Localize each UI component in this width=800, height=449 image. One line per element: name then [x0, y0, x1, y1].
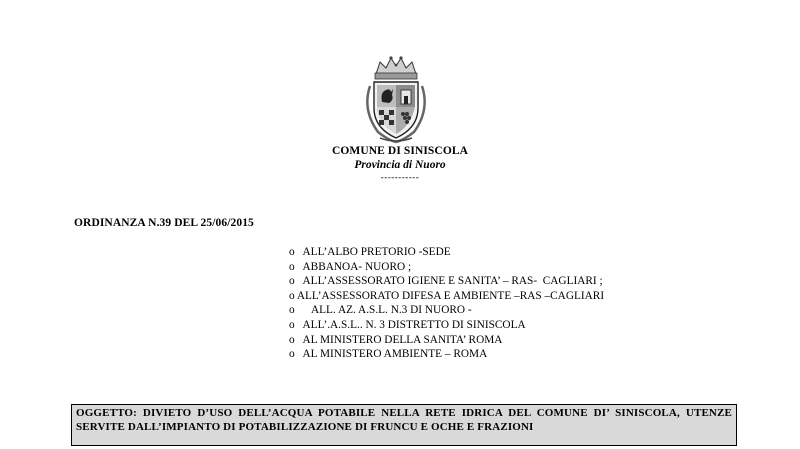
document-header	[250, 144, 550, 182]
recipient-item	[289, 347, 604, 362]
recipient-label: ALL’ASSESSORATO IGIENE E SANITA’ – RAS- CAGLIARI ;	[302, 275, 603, 288]
bullet-icon: o	[289, 275, 295, 288]
recipient-item	[289, 318, 604, 333]
recipient-item	[289, 289, 604, 304]
recipient-label: ALL’.A.S.L.. N. 3 DISTRETTO DI SINISCOLA	[302, 318, 526, 331]
subject-box: OGGETTO: DIVIETO D’USO DELL’ACQUA POTABILE NELLA RETE IDRICA DEL COMUNE DI’ SINISCOLA, UTENZE SERVITE DALL’IMPIANTO DI POTABILIZZAZIONE DI FRUNCU E OCHE E FRAZIONI	[71, 404, 737, 446]
header-separator: -----------	[380, 172, 420, 182]
recipient-item	[289, 245, 604, 260]
bullet-icon: o	[289, 260, 295, 273]
recipient-item	[289, 303, 604, 318]
bullet-icon: o	[289, 304, 295, 317]
bullet-icon: o	[289, 318, 295, 331]
province-name: Provincia di Nuoro	[354, 159, 446, 171]
ordinance-title: ORDINANZA N.39 DEL 25/06/2015	[74, 217, 254, 229]
recipient-list	[289, 245, 604, 362]
bullet-icon: o	[289, 289, 295, 302]
recipient-label: AL MINISTERO DELLA SANITA’ ROMA	[302, 333, 503, 346]
recipient-label: ALL’ALBO PRETORIO -SEDE	[302, 246, 451, 258]
recipient-label: AL MINISTERO AMBIENTE – ROMA	[302, 348, 488, 361]
recipient-label: ALL’ASSESSORATO DIFESA E AMBIENTE –RAS –CAGLIARI	[296, 289, 605, 302]
recipient-item	[289, 333, 604, 348]
recipient-item	[289, 274, 604, 289]
recipient-label: ALL. AZ. A.S.L. N.3 DI NUORO -	[303, 304, 472, 317]
recipient-item	[289, 260, 604, 275]
recipient-label: ABBANOA- NUORO ;	[302, 260, 412, 273]
bullet-icon: o	[289, 246, 295, 258]
municipality-name: COMUNE DI SINISCOLA	[331, 145, 469, 157]
municipal-crest-icon	[358, 52, 434, 144]
bullet-icon: o	[289, 333, 295, 346]
bullet-icon: o	[289, 348, 295, 361]
